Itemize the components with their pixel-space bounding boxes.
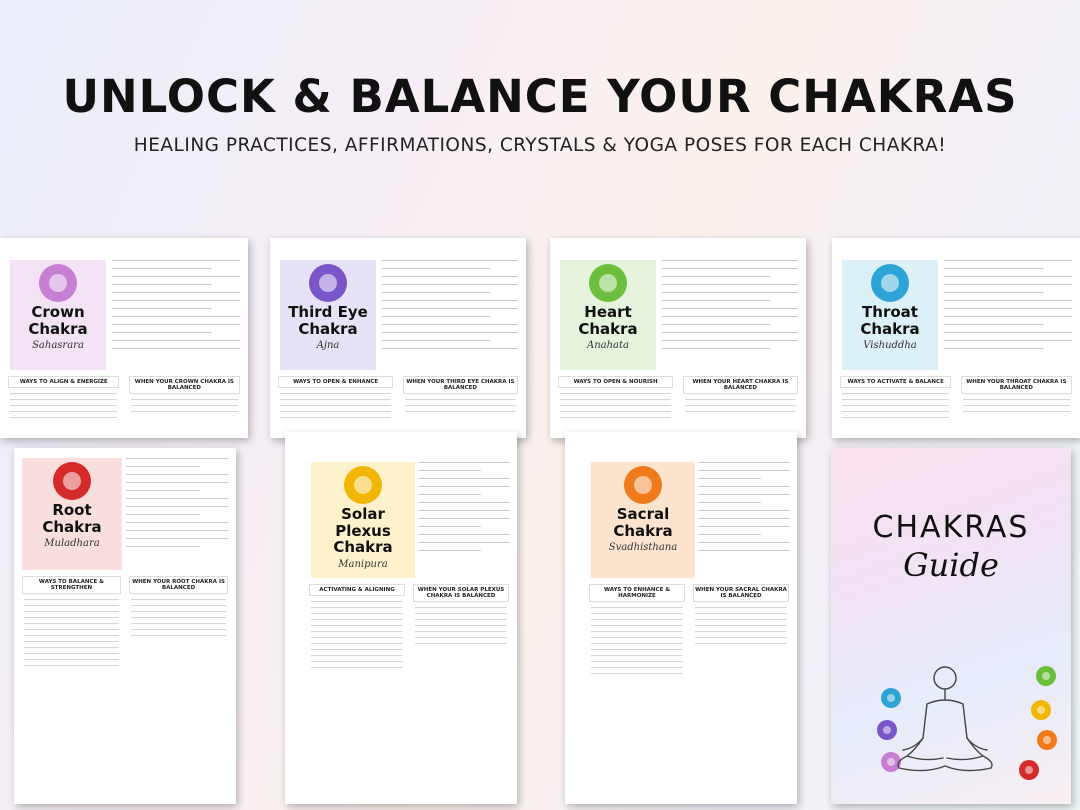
throat-chakra-title: Throat Chakra [860,303,920,338]
root-facts [126,458,228,570]
third-eye-practices-heading: WAYS TO OPEN & ENHANCE [278,376,393,388]
sacral-sanskrit-name: Svadhisthana [608,542,678,553]
sacral-hero-panel [591,462,695,578]
sacral-chakra-icon [624,466,662,504]
solar-plexus-chakra-title: Solar Plexus Chakra [333,505,393,556]
sacral-facts [699,462,789,578]
third-eye-facts [382,260,518,370]
throat-practices-heading: WAYS TO ACTIVATE & BALANCE [840,376,951,388]
meditation-figure-icon [855,638,1035,798]
heart-hero-panel [560,260,656,370]
page-subheadline: HEALING PRACTICES, AFFIRMATIONS, CRYSTALS & YOGA POSES FOR EACH CHAKRA! [133,135,947,156]
throat-chakra-sheet [832,238,1080,438]
third-eye-hero-panel [280,260,376,370]
solar-plexus-chakra-icon [344,466,382,504]
sacral-chakra-sheet [565,432,797,804]
chakras-guide-cover [831,448,1071,804]
root-practices-heading: WAYS TO BALANCE & STRENGTHEN [22,576,121,594]
throat-facts [944,260,1072,370]
third-eye-chakra-sheet [270,238,526,438]
crown-balanced-heading: WHEN YOUR CROWN CHAKRA IS BALANCED [129,376,240,394]
crown-practices-heading: WAYS TO ALIGN & ENERGIZE [8,376,119,388]
sacral-chakra-title: Sacral Chakra [613,505,673,540]
heart-sanskrit-name: Anahata [586,340,629,351]
root-hero-panel [22,458,122,570]
throat-balanced-heading: WHEN YOUR THROAT CHAKRA IS BALANCED [961,376,1072,394]
cover-subtitle: Guide [903,546,999,584]
heart-balanced-heading: WHEN YOUR HEART CHAKRA IS BALANCED [683,376,798,394]
third-eye-sanskrit-name: Ajna [316,340,340,351]
solar-plexus-practices-heading: ACTIVATING & ALIGNING [309,584,405,596]
crown-facts [112,260,240,370]
solar-plexus-sanskrit-name: Manipura [338,558,388,570]
crown-hero-panel [10,260,106,370]
crown-chakra-title: Crown Chakra [28,303,88,338]
root-sanskrit-name: Muladhara [44,538,100,549]
crown-chakra-icon [39,264,77,302]
solar-plexus-balanced-heading: WHEN YOUR SOLAR PLEXUS CHAKRA IS BALANCED [413,584,509,602]
crown-sanskrit-name: Sahasrara [32,340,84,351]
throat-sanskrit-name: Vishuddha [863,340,917,351]
solar-plexus-hero-panel [311,462,415,578]
solar-plexus-chakra-sheet [285,432,517,804]
sacral-practices-heading: WAYS TO ENHANCE & HARMONIZE [589,584,685,602]
third-eye-chakra-title: Third Eye Chakra [288,303,368,338]
third-eye-balanced-heading: WHEN YOUR THIRD EYE CHAKRA IS BALANCED [403,376,518,394]
throat-chakra-icon [871,264,909,302]
throat-hero-panel [842,260,938,370]
cover-title: CHAKRAS [872,510,1030,545]
root-chakra-sheet [14,448,236,804]
sacral-dot-icon [1037,730,1057,750]
page-headline: UNLOCK & BALANCE YOUR CHAKRAS [62,70,1018,123]
heart-practices-heading: WAYS TO OPEN & NOURISH [558,376,673,388]
heart-dot-icon [1036,666,1056,686]
root-balanced-heading: WHEN YOUR ROOT CHAKRA IS BALANCED [129,576,228,594]
sacral-balanced-heading: WHEN YOUR SACRAL CHAKRA IS BALANCED [693,584,789,602]
heart-facts [662,260,798,370]
heart-chakra-sheet [550,238,806,438]
heart-chakra-title: Heart Chakra [578,303,638,338]
third-eye-chakra-icon [309,264,347,302]
root-chakra-title: Root Chakra [42,501,102,536]
crown-chakra-sheet [0,238,248,438]
solar-plexus-facts [419,462,509,578]
heart-chakra-icon [589,264,627,302]
root-chakra-icon [53,462,91,500]
